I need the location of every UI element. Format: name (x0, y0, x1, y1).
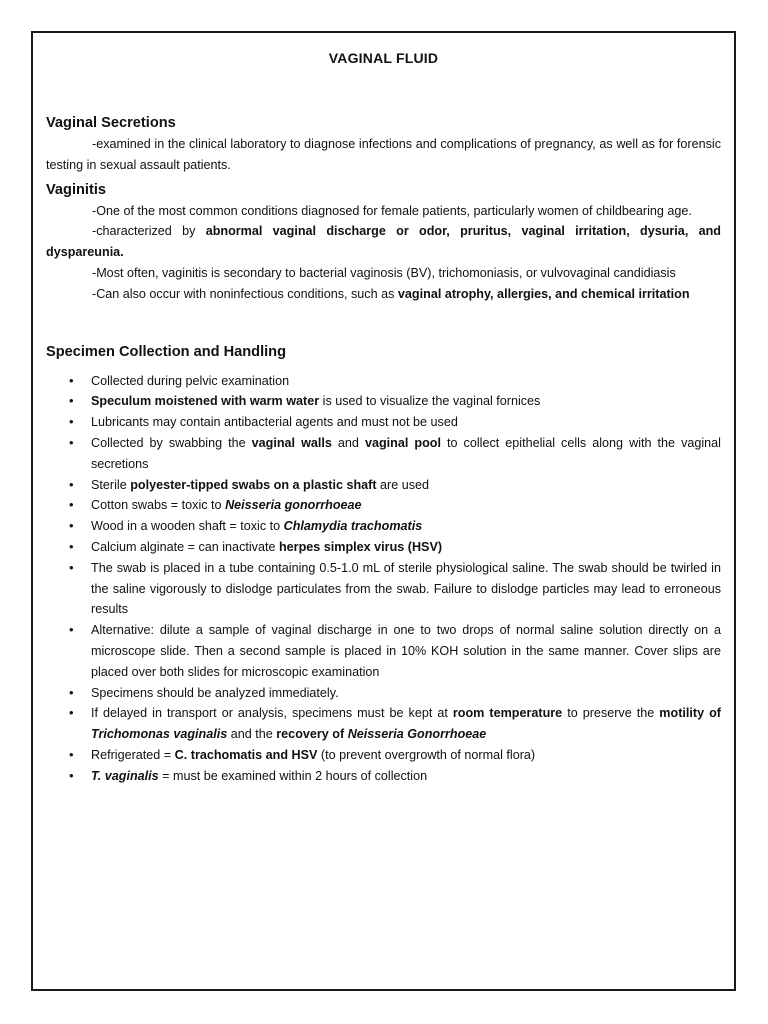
text-span: to preserve the (562, 706, 660, 721)
text-span: -characterized by (92, 224, 206, 239)
text-span: (to prevent overgrowth of normal flora) (317, 747, 536, 762)
text-span: and the (227, 727, 277, 742)
document-page (31, 31, 736, 991)
text-span: Calcium alginate = can inactivate (91, 539, 279, 554)
list-item (91, 433, 721, 475)
bold-italic-text: T. vaginalis (91, 768, 159, 783)
text-span: is used to visualize the vaginal fornices (319, 394, 541, 409)
bold-italic-text: Neisseria Gonorrhoeae (347, 727, 487, 742)
document-body (46, 112, 721, 787)
list-item: • Collected during pelvic examination (91, 371, 721, 392)
text-span: Collected by swabbing the (91, 435, 252, 450)
text-span: = must be examined within 2 hours of collection (158, 768, 428, 783)
heading-specimen-collection: Specimen Collection and Handling (46, 343, 287, 360)
text-span: If delayed in transport or analysis, specimens must be kept at (91, 706, 453, 721)
text-span: -Can also occur with noninfectious conditions, such as (92, 286, 398, 301)
text-span: Sterile (91, 477, 131, 492)
bold-text: herpes simplex virus (HSV) (278, 539, 443, 554)
list-item: • Specimens should be analyzed immediately. (91, 683, 721, 704)
bold-text: recovery of (276, 727, 348, 742)
bold-text: vaginal walls (251, 435, 332, 450)
bold-text: C. trachomatis and HSV (174, 747, 318, 762)
bold-text: motility of (659, 706, 721, 721)
list-item: • Alternative: dilute a sample of vaginal discharge in one to two drops of normal saline solution directly on a microscope slide. Then a second sample is placed in 10% KOH solution in the same manner. Cover slips are placed over both slides for microscopic examination (91, 620, 721, 682)
vaginitis-paragraph-4 (46, 284, 721, 305)
heading-vaginitis: Vaginitis (46, 181, 107, 198)
list-item (91, 475, 721, 496)
list-item: • Lubricants may contain antibacterial agents and must not be used (91, 412, 721, 433)
bold-text: vaginal pool (364, 435, 441, 450)
text-span: Refrigerated = (91, 747, 175, 762)
text-span: Wood in a wooden shaft = toxic to (91, 519, 284, 534)
list-item (91, 537, 721, 558)
list-item (91, 766, 721, 787)
specimen-bullet-list (46, 371, 721, 787)
list-item: • The swab is placed in a tube containing 0.5-1.0 mL of sterile physiological saline. The swab should be twirled in the saline vigorously to dislodge particulates from the swab. Failure to dislodge particles may lead to erroneous results (91, 558, 721, 620)
bold-text: abnormal vaginal discharge or odor, pruritus, vaginal irritation, dysuria, and dyspareunia. (46, 224, 721, 260)
list-item (91, 391, 721, 412)
heading-vaginal-secretions: Vaginal Secretions (46, 115, 176, 131)
text-span: to collect epithelial cells along with the vaginal secretions (91, 435, 721, 471)
document-title: VAGINAL FLUID (328, 50, 439, 66)
bold-text: Speculum moistened with warm water (91, 394, 320, 409)
bold-italic-text: Trichomonas vaginalis (91, 727, 228, 742)
bold-italic-text: Chlamydia trachomatis (283, 519, 423, 534)
vaginitis-paragraph-2 (46, 221, 721, 263)
text-span: Cotton swabs = toxic to (91, 498, 226, 513)
vaginal-secretions-text: -examined in the clinical laboratory to diagnose infections and complications of pregnancy, as well as for forensic testing in sexual assault patients. (46, 137, 721, 172)
list-item (91, 745, 721, 766)
text-span: and (331, 435, 365, 450)
bold-text: vaginal atrophy, allergies, and chemical irritation (397, 286, 690, 301)
list-item (91, 516, 721, 537)
list-item (91, 495, 721, 516)
bold-italic-text: Neisseria gonorrhoeae (225, 498, 362, 513)
vaginitis-paragraph-1: -One of the most common conditions diagnosed for female patients, particularly women of childbearing age. (92, 203, 692, 218)
bold-text: polyester-tipped swabs on a plastic shaft (130, 477, 377, 492)
text-span: are used (376, 477, 430, 492)
bold-text: room temperature (452, 706, 563, 721)
list-item (91, 703, 721, 745)
vaginitis-paragraph-3: -Most often, vaginitis is secondary to bacterial vaginosis (BV), trichomoniasis, or vulvovaginal candidiasis (92, 265, 676, 280)
